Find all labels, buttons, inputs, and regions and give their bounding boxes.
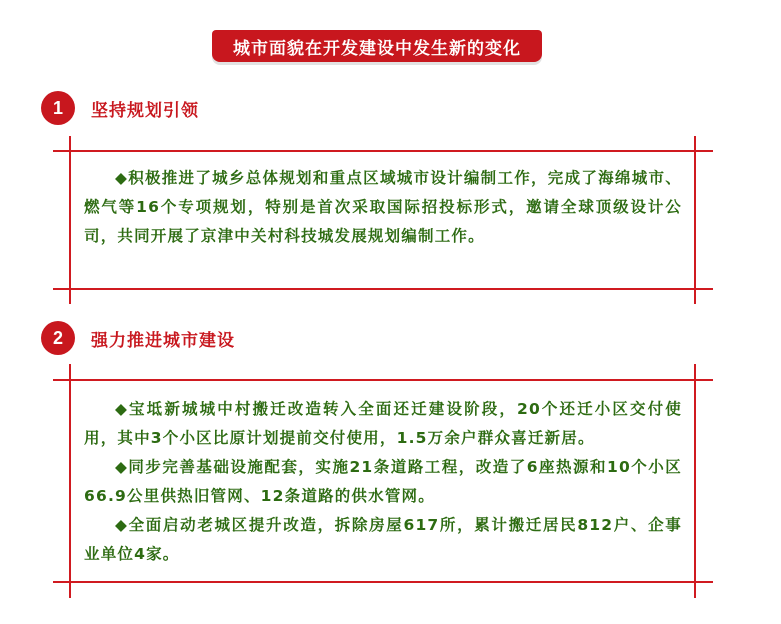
section-2-paragraph-3: ◆全面启动老城区提升改造，拆除房屋617所，累计搬迁居民812户、企事业单位4家。 [84,516,682,563]
frame-right-line [694,364,696,598]
page-title: 城市面貌在开发建设中发生新的变化 [212,30,542,62]
frame-bottom-line [53,581,713,583]
section-1-title: 坚持规划引领 [91,100,199,121]
frame-left-line [69,364,71,598]
section-2-paragraph-1: ◆宝坻新城城中村搬迁改造转入全面还迁建设阶段，20个还迁小区交付使用，其中3个小区比原计划提前交付使用，1.5万余户群众喜迁新居。 [84,400,682,447]
frame-right-line [694,136,696,304]
section-2-number-badge: 2 [41,321,75,355]
section-2-content [84,395,682,569]
section-2-title: 强力推进城市建设 [91,330,235,351]
section-1-number-badge: 1 [41,91,75,125]
frame-bottom-line [53,288,713,290]
section-2-header [41,321,235,355]
frame-left-line [69,136,71,304]
section-1-content [84,164,682,251]
section-1-header [41,91,199,125]
frame-top-line [53,150,713,152]
section-1-paragraph-1: ◆积极推进了城乡总体规划和重点区域城市设计编制工作，完成了海绵城市、燃气等16个专项规划，特别是首次采取国际招投标形式，邀请全球顶级设计公司，共同开展了京津中关村科技城发展规划编制工作。 [84,169,682,245]
section-2-paragraph-2: ◆同步完善基础设施配套，实施21条道路工程，改造了6座热源和10个小区66.9公里供热旧管网、12条道路的供水管网。 [84,458,682,505]
frame-top-line [53,379,713,381]
